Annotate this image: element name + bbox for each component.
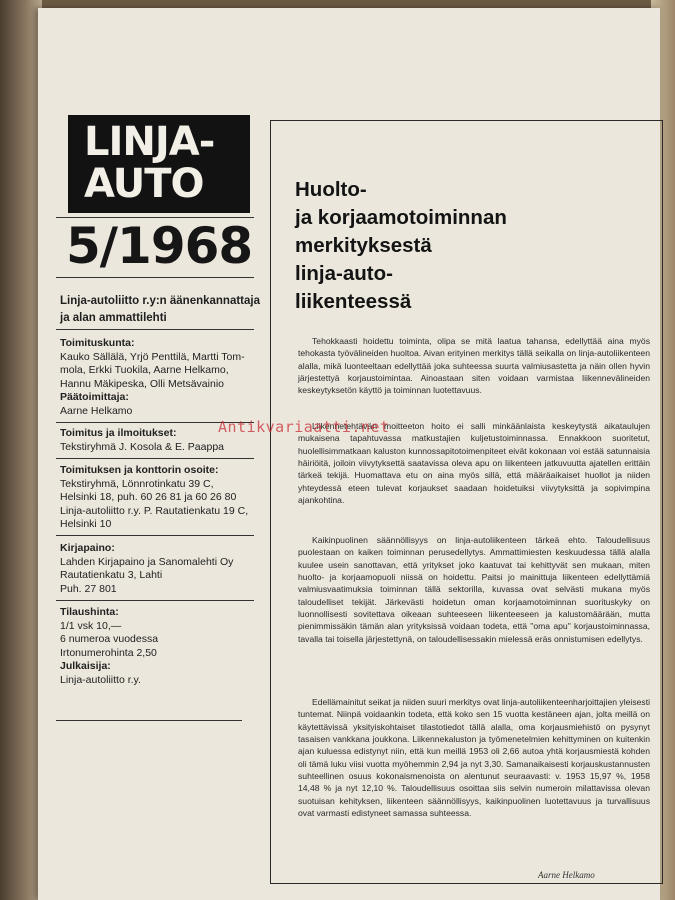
article-signature: Aarne Helkamo	[538, 870, 595, 880]
watermark: Antikvariaatti.net	[218, 418, 390, 436]
masthead-label: Toimitus ja ilmoitukset:	[60, 427, 177, 439]
masthead-label: Toimituksen ja konttorin osoite:	[60, 464, 219, 476]
masthead-subscription	[60, 606, 158, 687]
background-left	[0, 0, 42, 900]
masthead-label: Tilaushinta:	[60, 606, 119, 618]
masthead-printer	[60, 542, 233, 596]
article-title	[295, 176, 615, 316]
article-paragraph: Edellämainitut seikat ja niiden suuri merkitys ovat linja-autoliikenteenharjoittajien yleisesti tuntemat. Niinpä voidaankin todeta, että koko sen 15 vuotta kestäneen ajan, jolta meillä on käytettävissä yksityiskohtaiset tilastotiedot tällä alalla, oma korjausmiehistö on pysynyt tasaisen vankkana joukkona. Liikennekaluston ja työmenetelmien kehittyminen on kuitenkin ajan kuluessa edistynyt niin, että kun meillä 1953 oli 2,66 autoa yhtä korjausmiestä kohden oli tämä luku viisi vuotta myöhemmin 2,94 ja nyt 3,30. Samanaikaisesti korjauskustannusten suhteellinen osuus kokonaismenoista on alentunut seuraavasti: v. 1953 15,97 %, 1958 14,48 % ja nyt 12,10 %. Taloudellisuus osoittaa siis selvin numeroin milattavissa olevan suotuisan kehityksen, liikenteen säännöllisyys, kaikinpuolinen luotettavuus ja turvallisuus ovat varmasti edistyneet samassa suhteessa.	[298, 697, 650, 819]
logo-line-1: LINJA-	[84, 119, 215, 165]
divider	[56, 277, 254, 278]
title-line: merkityksestä	[295, 234, 432, 257]
masthead-line: mola, Erkki Tuokila, Aarne Helkamo,	[60, 364, 229, 376]
divider	[56, 458, 254, 459]
masthead-line: 1/1 vsk 10,—	[60, 619, 122, 632]
issue-number: 5/1968	[66, 217, 253, 275]
masthead-line: Lahden Kirjapaino ja Sanomalehti Oy	[60, 555, 234, 568]
masthead-line: Helsinki 18, puh. 60 26 81 ja 60 26 80	[60, 491, 237, 503]
divider	[56, 329, 254, 330]
masthead-label: Julkaisija:	[60, 660, 111, 672]
title-line: ja korjaamotoiminnan	[295, 206, 507, 229]
masthead-label: Päätoimittaja:	[60, 391, 129, 403]
masthead-line: Puh. 27 801	[60, 582, 117, 595]
article-paragraph: Liikennetehtävän moitteeton hoito ei salli minkäänlaista keskeytystä aikataulujen mukaisena tapahtuvassa matkustajien kuljetustoiminnassa. Ennakkoon suoritetut, huolellisimmatkaan kaluston kunnossapitotoimenpiteet eivät kokonaan voi estää satunnaisia häiriöitä, joiloin viivytyksettä saatavissa oleva apu on liikenteen jatkuvuutta ajatellen erittäin tärkeä tekijä. Huomattava etu on aina myös sillä, että määräaikaiset huollot ja niiden yhteydessä eteen tulevat korjaukset saadaan hoidetuiksi viivytyksittä ja sopivimpina ajankohtina.	[298, 421, 650, 506]
masthead-line: Tekstiryhmä, Lönnrotinkatu 39 C,	[60, 477, 214, 490]
magazine-page	[38, 8, 660, 900]
masthead-line: 6 numeroa vuodessa	[60, 633, 159, 645]
masthead-label: Toimituskunta:	[60, 337, 135, 349]
subtitle: Linja-autoliitto r.y:n äänenkannattaja ja alan ammattilehti	[60, 295, 261, 324]
divider	[56, 535, 254, 536]
masthead-editorial-board	[60, 337, 245, 418]
masthead-line: Kauko Sällälä, Yrjö Penttilä, Martti Tom-	[60, 350, 245, 363]
masthead-line: Aarne Helkamo	[60, 404, 133, 417]
masthead-address	[60, 464, 248, 532]
masthead-line: Tekstiryhmä J. Kosola & E. Paappa	[60, 440, 224, 453]
article-paragraph: Tehokkaasti hoidettu toiminta, olipa se mitä laatua tahansa, edellyttää aina myös tehokasta työvälineiden huoltoa. Aivan erityinen merkitys tällä seikalla on linja-autoliikenteen alalla, mikä luonteeltaan edellyttää joka suhteessa suurta valmiusastetta ja näin ollen hyvin järjestettyä korjaustoimintaa. Ainoastaan siten voidaan varmistaa liikennevälineiden keskeytyksetön käyttö ja toiminnan luotettavuus.	[298, 336, 650, 396]
logo	[68, 115, 250, 213]
masthead-line: Helsinki 10	[60, 518, 112, 530]
masthead-line: Hannu Mäkipeska, Olli Metsävainio	[60, 377, 224, 390]
title-line: linja-auto-	[295, 262, 393, 285]
divider	[56, 720, 242, 721]
title-line: liikenteessä	[295, 290, 412, 313]
masthead-line: Linja-autoliitto r.y.	[60, 673, 141, 686]
logo-line-2: AUTO	[84, 161, 204, 207]
masthead-editing	[60, 427, 224, 454]
masthead-line: Irtonumerohinta 2,50	[60, 646, 157, 659]
masthead-line: Linja-autoliitto r.y. P. Rautatienkatu 19 C,	[60, 504, 249, 517]
title-line: Huolto-	[295, 178, 367, 201]
article-paragraph: Kaikinpuolinen säännöllisyys on linja-autoliikenteen tärkeä ehto. Taloudellisuus puolestaan on kaiken toiminnan perusedellytys. Ammattimiesten keskuudessa tällä alalla kuulee usein sanottavan, että yritykset joko kaatuvat tai kehittyvät sen mukaan, miten huolto- ja korjaamopuoli niissä on hoidettu. Paitsi jo mainittuja liikenteen edellyttämiä valmiusvaatimuksia toiminnan tällä sektorilla, kuvassa ovat selvästi mukana myös taloudelliset tekijät. Järkevästi hoidetun oman korjaamotoiminnan suorituskyky on luonnollisesti sovitettava oikeaan suhteeseen liikenteeseen ja kalustomäärään, mutta pienimmissäkin tämän alan yrityksissä voidaan todeta, että "oma apu" korjaustoiminnassa, tavalla tai toisella järjestettynä, on taloudellisessakin mielessä eräs onnistumisen edellytys.	[298, 535, 650, 644]
masthead-line: Rautatienkatu 3, Lahti	[60, 569, 163, 581]
divider	[56, 600, 254, 601]
masthead-label: Kirjapaino:	[60, 542, 115, 554]
